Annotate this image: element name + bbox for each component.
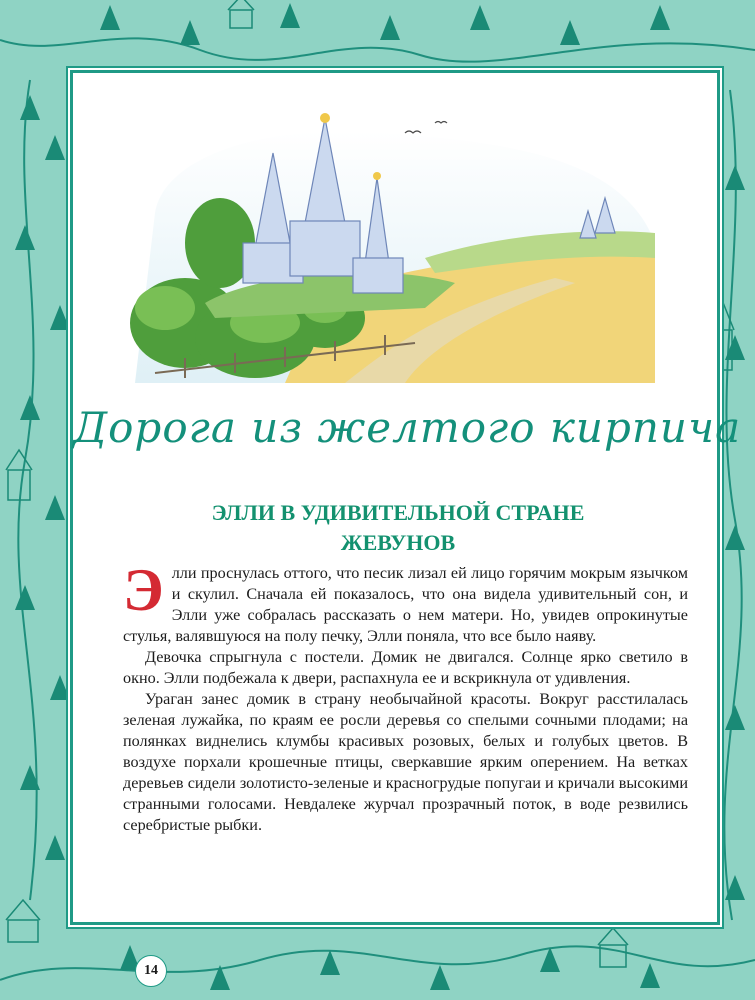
paragraph-1-text: лли проснулась оттого, что песик лизал ей лицо горячим мокрым язычком и скулил. Сначала ей показалось, что она видела удивительный сон, и Элли уже собралась рассказать о нем матери. Но, увидев опрокинутые стулья, валявшуюся на полу печку, Элли поняла, что все было наяву. xyxy=(123,564,688,645)
story-text xyxy=(123,557,688,836)
paragraph-1 xyxy=(123,557,688,647)
section-heading-line-2: ЖЕВУНОВ xyxy=(340,530,456,555)
page-number: 14 xyxy=(135,955,167,987)
paragraph-2: Девочка спрыгнула с постели. Домик не двигался. Солнце ярко светило в окно. Элли подбежала к двери, распахнула ее и вскрикнула от удивления. xyxy=(123,648,688,687)
book-page xyxy=(70,70,742,978)
section-heading xyxy=(113,498,683,558)
section-heading-line-1: ЭЛЛИ В УДИВИТЕЛЬНОЙ СТРАНЕ xyxy=(211,500,585,525)
drop-cap: Э xyxy=(123,557,164,623)
village-illustration xyxy=(125,93,665,393)
paragraph-3: Ураган занес домик в страну необычайной красоты. Вокруг расстилалась зеленая лужайка, по краям ее росли деревья со спелыми сочными плодами; на полянках виднелись клумбы красивых розовых, белых и голубых цветов. В воздухе порхали крошечные птицы, сверкавшие ярким оперением. На ветках деревьев сидели золотисто-зеленые и красногрудые попугаи и кричали высокими странными голосами. Невдалеке журчал прозрачный поток, в воде резвились серебристые рыбки. xyxy=(123,690,688,834)
chapter-title: Дорога из желтого кирпича xyxy=(73,403,742,452)
